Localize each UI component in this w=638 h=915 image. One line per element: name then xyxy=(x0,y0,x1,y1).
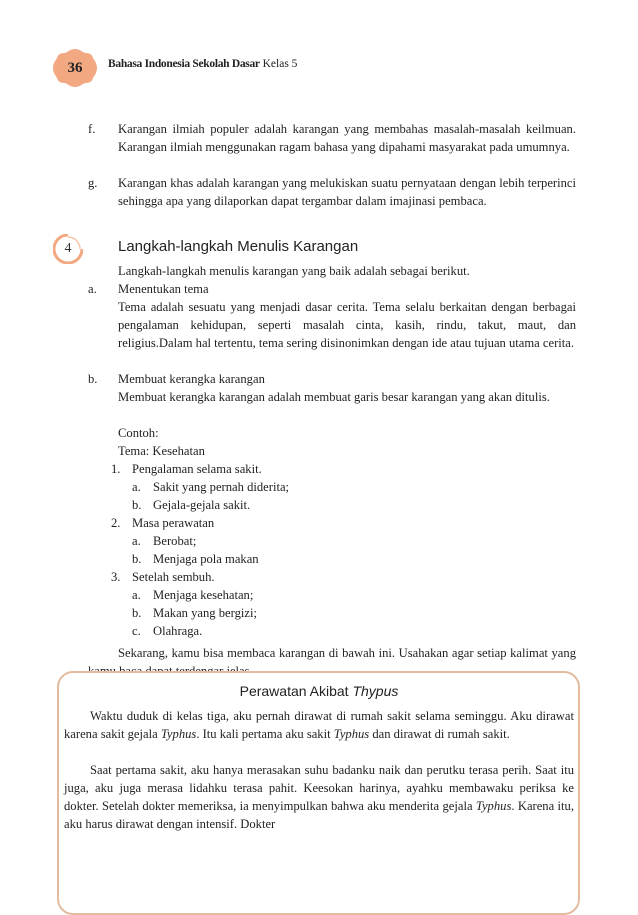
book-title: Bahasa Indonesia Sekolah Dasar xyxy=(108,58,260,70)
page-number: 36 xyxy=(67,60,83,76)
story-title-italic: Thypus xyxy=(352,683,399,699)
step-a-text: Tema adalah sesuatu yang menjadi dasar cerita. Tema selalu berkaitan dengan berbagai pengalaman kehidupan, seperti masalah cinta, kasih, rindu, takut, maut, dan religius.Dalam hal tertentu, tema sering disinonimkan dengan ide atau tujuan utama cerita. xyxy=(118,300,576,350)
closing-paragraph: Sekarang, kamu bisa membaca karangan di bawah ini. Usahakan agar setiap kalimat yang xyxy=(118,646,576,660)
example-label: Contoh: xyxy=(118,426,159,440)
step-b-marker: b. xyxy=(88,372,98,386)
outline-2a-label: Berobat; xyxy=(153,534,197,548)
story-p2-part: Saat pertama sakit, aku hanya merasakan suhu badanku naik dan perutku terasa perih. Saat itu juga, aku juga merasa lidahku terasa pahit. Keesokan harinya, ayahku membawaku periksa ke dokter. Setelah dokter memeriksa, ia menyimpulkan bahwa aku menderita gejala xyxy=(64,763,574,813)
story-title-text: Perawatan Akibat xyxy=(239,683,353,699)
item-f-text: Karangan ilmiah populer adalah karangan yang membahas masalah-masalah keilmuan. Karangan ilmiah menggunakan ragam bahasa yang dipahami masyarakat pada umumnya. xyxy=(118,122,576,154)
story-paragraph-1 xyxy=(64,707,574,743)
section-intro: Langkah-langkah menulis karangan yang baik adalah sebagai berikut. xyxy=(118,264,470,278)
story-p2-italic: Typhus xyxy=(475,799,512,813)
item-g-text: Karangan khas adalah karangan yang melukiskan suatu pernyataan dengan lebih terperinci sehingga apa yang dilaporkan dapat tergambar dalam imajinasi pembaca. xyxy=(118,176,576,208)
item-f-marker: f. xyxy=(88,122,96,136)
outline-1-marker: 1. xyxy=(111,462,121,476)
item-g-marker: g. xyxy=(88,176,98,190)
story-p1-part: dan dirawat di rumah sakit. xyxy=(369,727,510,741)
outline-1b-label: Gejala-gejala sakit. xyxy=(153,498,251,512)
outline-3c-label: Olahraga. xyxy=(153,624,203,638)
outline-3a-marker: a. xyxy=(132,588,141,602)
outline-3b-marker: b. xyxy=(132,606,142,620)
step-a-marker: a. xyxy=(88,282,97,296)
step-b-title: Membuat kerangka karangan xyxy=(118,372,265,386)
story-p2-part: . Karena itu, aku harus dirawat dengan intensif. Dokter xyxy=(64,799,574,831)
story-p1-part: . Itu kali pertama aku sakit xyxy=(196,727,334,741)
outline-2-label: Masa perawatan xyxy=(132,516,215,530)
outline-3b-label: Makan yang bergizi; xyxy=(153,606,257,620)
outline-3a-label: Menjaga kesehatan; xyxy=(153,588,254,602)
outline-1b-marker: b. xyxy=(132,498,142,512)
running-header xyxy=(108,58,297,70)
outline-2-marker: 2. xyxy=(111,516,121,530)
outline-2b-label: Menjaga pola makan xyxy=(153,552,259,566)
outline-1-label: Pengalaman selama sakit. xyxy=(132,462,262,476)
example-theme: Tema: Kesehatan xyxy=(118,444,205,458)
grade-label: Kelas 5 xyxy=(259,58,298,70)
story-p1-part: Waktu duduk di kelas tiga, aku pernah dirawat di rumah sakit selama seminggu. Aku dirawat karena sakit gejala xyxy=(64,709,574,741)
step-a-title: Menentukan tema xyxy=(118,282,209,296)
section-title: Langkah-langkah Menulis Karangan xyxy=(118,238,359,255)
story-paragraph-2 xyxy=(64,761,574,833)
story-p1-italic: Typhus xyxy=(160,727,197,741)
outline-3-label: Setelah sembuh. xyxy=(132,570,215,584)
outline-1a-marker: a. xyxy=(132,480,141,494)
outline-2b-marker: b. xyxy=(132,552,142,566)
section-number: 4 xyxy=(64,241,72,256)
step-b-text: Membuat kerangka karangan adalah membuat garis besar karangan yang akan ditulis. xyxy=(118,390,550,404)
outline-1a-label: Sakit yang pernah diderita; xyxy=(153,480,290,494)
outline-3-marker: 3. xyxy=(111,570,121,584)
story-p1-italic: Typhus xyxy=(333,727,370,741)
outline-3c-marker: c. xyxy=(132,624,141,638)
story-title xyxy=(57,683,581,699)
outline-2a-marker: a. xyxy=(132,534,141,548)
